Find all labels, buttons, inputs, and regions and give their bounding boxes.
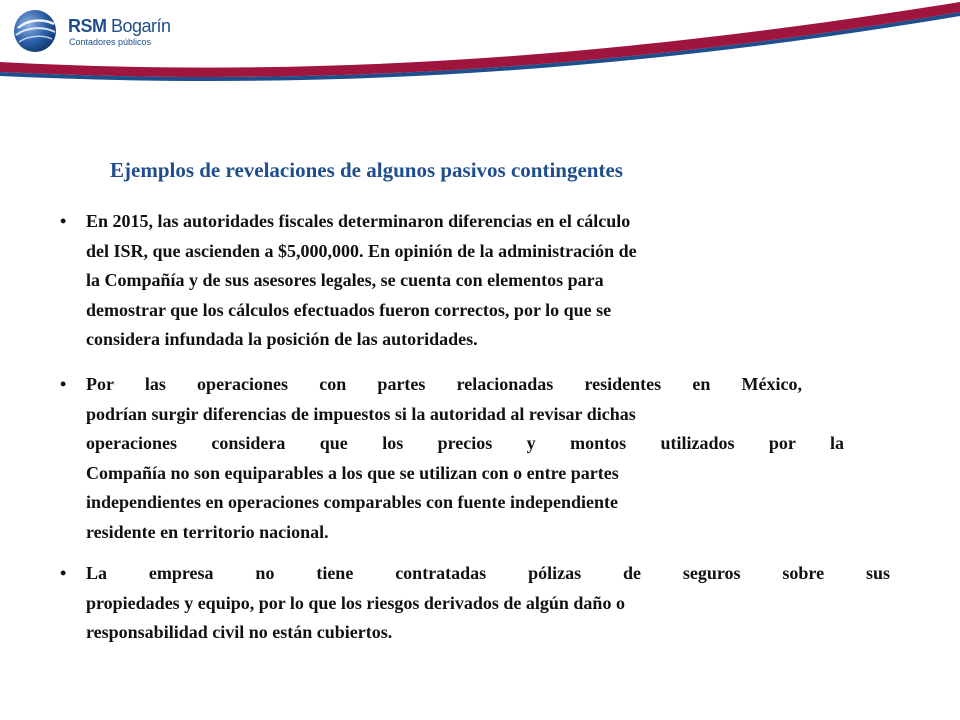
bullet-item-related-parties [60,370,844,547]
bullet-item-insurance [60,559,900,648]
bullet-line: podrían surgir diferencias de impuestos si la autoridad al revisar dichas [86,403,636,424]
bullet-dot-icon: • [60,211,67,231]
bullet-line: operaciones considera que los precios y montos utilizados por la [86,433,844,453]
bullet-line: demostrar que los cálculos efectuados fueron correctos, por lo que se [86,299,612,320]
bullet-item-tax-audit [60,207,840,355]
bullet-line: considera infundada la posición de las autoridades. [86,329,478,349]
bullet-line: responsabilidad civil no están cubiertos. [86,622,393,642]
bullet-line: del ISR, que ascienden a $5,000,000. En opinión de la administración de [86,240,637,261]
slide-title: Ejemplos de revelaciones de algunos pasivos contingentes [110,158,623,182]
bullet-line: propiedades y equipo, por lo que los riesgos derivados de algún daño o [86,592,625,613]
bullet-line: En 2015, las autoridades fiscales determinaron diferencias en el cálculo [86,211,631,231]
bullet-line: la Compañía y de sus asesores legales, se cuenta con elementos para [86,270,604,290]
bullet-line: residente en territorio nacional. [86,521,329,542]
bullet-dot-icon: • [60,563,67,583]
logo-subtitle: Contadores públicos [69,37,152,47]
bullet-line: Por las operaciones con partes relacionadas residentes en México, [86,374,802,394]
bullet-line: La empresa no tiene contratadas pólizas de seguros sobre sus [86,563,890,583]
company-logo [12,8,212,58]
globe-logo-icon [12,8,58,54]
bullet-dot-icon: • [60,374,67,394]
bullet-line: independientes en operaciones comparables con fuente independiente [86,492,619,512]
logo-brand: RSM Bogarín [68,16,171,36]
bullet-line: Compañía no son equiparables a los que se utilizan con o entre partes [86,462,619,483]
